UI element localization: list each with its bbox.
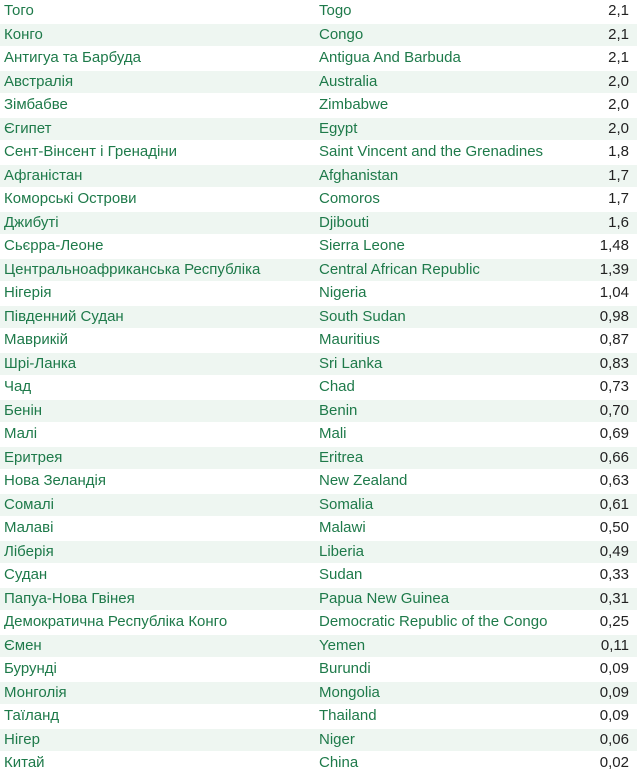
table-row xyxy=(0,258,637,282)
country-name-ukrainian: Маврикій xyxy=(0,329,312,353)
country-value: 0,87 xyxy=(569,329,637,353)
country-name-ukrainian: Нова Зеландія xyxy=(0,470,312,494)
country-name-english: Egypt xyxy=(312,117,569,141)
country-name-english: Burundi xyxy=(312,658,569,682)
country-value: 1,6 xyxy=(569,211,637,235)
country-name-english: Mongolia xyxy=(312,681,569,705)
table-row xyxy=(0,329,637,353)
country-name-ukrainian: Афганістан xyxy=(0,164,312,188)
country-name-ukrainian: Чад xyxy=(0,376,312,400)
country-name-english: China xyxy=(312,752,569,776)
country-name-ukrainian: Ліберія xyxy=(0,540,312,564)
table-row xyxy=(0,564,637,588)
country-value: 1,48 xyxy=(569,235,637,259)
country-value: 0,63 xyxy=(569,470,637,494)
country-name-ukrainian: Малаві xyxy=(0,517,312,541)
country-value: 0,61 xyxy=(569,493,637,517)
country-name-ukrainian: Монголія xyxy=(0,681,312,705)
country-name-english: Togo xyxy=(312,0,569,23)
country-name-ukrainian: Центральноафриканська Республіка xyxy=(0,258,312,282)
country-value: 0,66 xyxy=(569,446,637,470)
table-row xyxy=(0,0,637,23)
country-name-ukrainian: Еритрея xyxy=(0,446,312,470)
country-value: 0,09 xyxy=(569,705,637,729)
country-name-english: Thailand xyxy=(312,705,569,729)
country-name-english: Saint Vincent and the Grenadines xyxy=(312,141,569,165)
country-name-ukrainian: Того xyxy=(0,0,312,23)
country-name-ukrainian: Судан xyxy=(0,564,312,588)
country-name-ukrainian: Сьєрра-Леоне xyxy=(0,235,312,259)
country-name-english: Papua New Guinea xyxy=(312,587,569,611)
table-row xyxy=(0,658,637,682)
table-row xyxy=(0,399,637,423)
country-name-english: Yemen xyxy=(312,634,569,658)
table-row xyxy=(0,141,637,165)
country-value: 2,0 xyxy=(569,117,637,141)
country-name-ukrainian: Південний Судан xyxy=(0,305,312,329)
country-value: 1,7 xyxy=(569,164,637,188)
country-name-english: Chad xyxy=(312,376,569,400)
country-value: 0,06 xyxy=(569,728,637,752)
country-value: 0,09 xyxy=(569,658,637,682)
table-row xyxy=(0,47,637,71)
country-name-english: Sri Lanka xyxy=(312,352,569,376)
country-name-ukrainian: Ємен xyxy=(0,634,312,658)
table-row xyxy=(0,634,637,658)
country-name-ukrainian: Бурунді xyxy=(0,658,312,682)
table-row xyxy=(0,517,637,541)
country-name-english: Niger xyxy=(312,728,569,752)
country-name-english: South Sudan xyxy=(312,305,569,329)
country-value: 0,69 xyxy=(569,423,637,447)
country-name-english: Mali xyxy=(312,423,569,447)
country-name-english: Malawi xyxy=(312,517,569,541)
country-name-english: Democratic Republic of the Congo xyxy=(312,611,569,635)
country-name-english: Mauritius xyxy=(312,329,569,353)
table-row xyxy=(0,282,637,306)
table-row xyxy=(0,493,637,517)
country-name-ukrainian: Сомалі xyxy=(0,493,312,517)
country-value: 1,7 xyxy=(569,188,637,212)
country-name-english: Zimbabwe xyxy=(312,94,569,118)
table-row xyxy=(0,305,637,329)
country-name-english: New Zealand xyxy=(312,470,569,494)
country-name-english: Australia xyxy=(312,70,569,94)
country-value: 0,73 xyxy=(569,376,637,400)
table-row xyxy=(0,681,637,705)
country-value: 0,31 xyxy=(569,587,637,611)
table-row xyxy=(0,23,637,47)
table-row xyxy=(0,587,637,611)
country-name-ukrainian: Джибуті xyxy=(0,211,312,235)
country-name-english: Nigeria xyxy=(312,282,569,306)
country-value: 0,25 xyxy=(569,611,637,635)
table-row xyxy=(0,705,637,729)
country-value: 2,1 xyxy=(569,0,637,23)
country-value: 2,1 xyxy=(569,47,637,71)
country-value: 2,1 xyxy=(569,23,637,47)
country-name-ukrainian: Австралія xyxy=(0,70,312,94)
country-name-english: Congo xyxy=(312,23,569,47)
table-row xyxy=(0,376,637,400)
country-value: 0,83 xyxy=(569,352,637,376)
country-name-ukrainian: Коморські Острови xyxy=(0,188,312,212)
table-row xyxy=(0,211,637,235)
table-row xyxy=(0,540,637,564)
table-row xyxy=(0,235,637,259)
country-name-english: Somalia xyxy=(312,493,569,517)
country-name-english: Eritrea xyxy=(312,446,569,470)
table-row xyxy=(0,94,637,118)
country-value: 0,11 xyxy=(569,634,637,658)
country-value: 1,8 xyxy=(569,141,637,165)
table-row xyxy=(0,752,637,776)
country-name-ukrainian: Папуа-Нова Гвінея xyxy=(0,587,312,611)
country-name-ukrainian: Сент-Вінсент і Гренадіни xyxy=(0,141,312,165)
country-name-ukrainian: Зімбабве xyxy=(0,94,312,118)
table-row xyxy=(0,611,637,635)
country-value: 0,49 xyxy=(569,540,637,564)
table-row xyxy=(0,164,637,188)
country-value: 1,04 xyxy=(569,282,637,306)
country-name-english: Djibouti xyxy=(312,211,569,235)
table-row xyxy=(0,446,637,470)
country-value: 0,98 xyxy=(569,305,637,329)
table-row xyxy=(0,188,637,212)
country-name-ukrainian: Нігерія xyxy=(0,282,312,306)
table-row xyxy=(0,728,637,752)
country-value: 0,50 xyxy=(569,517,637,541)
country-name-english: Central African Republic xyxy=(312,258,569,282)
country-name-english: Sudan xyxy=(312,564,569,588)
country-name-ukrainian: Малі xyxy=(0,423,312,447)
country-name-ukrainian: Бенін xyxy=(0,399,312,423)
table-row xyxy=(0,70,637,94)
country-value: 2,0 xyxy=(569,70,637,94)
country-name-english: Sierra Leone xyxy=(312,235,569,259)
country-name-english: Liberia xyxy=(312,540,569,564)
country-name-ukrainian: Єгипет xyxy=(0,117,312,141)
country-name-english: Comoros xyxy=(312,188,569,212)
country-value: 2,0 xyxy=(569,94,637,118)
table-row xyxy=(0,352,637,376)
table-row xyxy=(0,470,637,494)
table-row xyxy=(0,117,637,141)
country-name-ukrainian: Китай xyxy=(0,752,312,776)
country-value: 1,39 xyxy=(569,258,637,282)
country-value: 0,70 xyxy=(569,399,637,423)
country-value: 0,33 xyxy=(569,564,637,588)
country-value: 0,02 xyxy=(569,752,637,776)
country-name-english: Benin xyxy=(312,399,569,423)
country-name-ukrainian: Таїланд xyxy=(0,705,312,729)
country-name-ukrainian: Нігер xyxy=(0,728,312,752)
country-name-ukrainian: Антигуа та Барбуда xyxy=(0,47,312,71)
country-value: 0,09 xyxy=(569,681,637,705)
country-name-ukrainian: Шрі-Ланка xyxy=(0,352,312,376)
country-name-ukrainian: Демократична Республіка Конго xyxy=(0,611,312,635)
table-row xyxy=(0,423,637,447)
country-name-ukrainian: Конго xyxy=(0,23,312,47)
country-name-english: Antigua And Barbuda xyxy=(312,47,569,71)
country-name-english: Afghanistan xyxy=(312,164,569,188)
